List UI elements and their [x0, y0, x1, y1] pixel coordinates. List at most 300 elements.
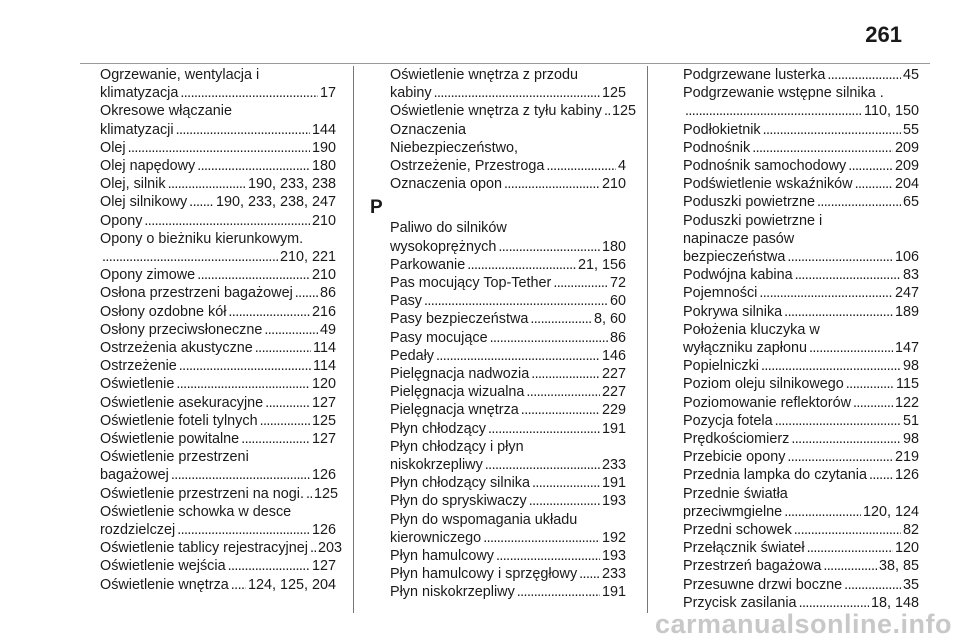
- index-entry-row: [683, 266, 919, 284]
- index-entry-text: Olej, silnik: [100, 176, 166, 193]
- dot-leader: [526, 383, 600, 401]
- index-entry-row: [683, 448, 919, 466]
- index-entry-text: Oświetlenie przestrzeni na nogi.: [100, 485, 304, 502]
- index-entry-row: [100, 412, 336, 430]
- index-entry-pages: 125: [311, 412, 336, 429]
- dot-leader: [791, 430, 901, 448]
- index-entry-text: Poziom oleju silnikowego: [683, 376, 844, 393]
- index-entry-pages: 147: [894, 340, 919, 357]
- index-entry-text: klimatyzacji: [100, 121, 174, 138]
- index-entry: [663, 212, 919, 267]
- dot-leader: [180, 84, 318, 102]
- index-entry-pages: 192: [601, 529, 626, 546]
- index-entry-row: [390, 310, 626, 328]
- index-entry-text: Płyn chłodzący: [390, 420, 486, 437]
- index-entry-row: [390, 274, 626, 292]
- index-entry: [80, 139, 336, 157]
- dot-leader: [197, 157, 310, 175]
- index-entry-pages: 227: [601, 366, 626, 383]
- index-entry-row: [683, 66, 919, 84]
- dot-leader: [231, 576, 246, 594]
- dot-leader: [295, 284, 318, 302]
- index-entry-pages: 120, 124: [862, 503, 919, 520]
- index-entry-pages: 4: [617, 158, 626, 175]
- dot-leader: [176, 121, 310, 139]
- index-entry-pages: 126: [311, 467, 336, 484]
- index-entry: [663, 412, 919, 430]
- index-entry-row: [683, 248, 919, 266]
- index-entry-row: [390, 347, 626, 365]
- dot-leader: [176, 375, 310, 393]
- index-entry-row: [390, 84, 626, 102]
- index-entry-pages: 233: [601, 457, 626, 474]
- index-entry: [663, 466, 919, 484]
- index-entry: [663, 539, 919, 557]
- dot-leader: [434, 84, 600, 102]
- dot-leader: [752, 139, 893, 157]
- dot-leader: [604, 102, 610, 120]
- index-entry-row: [100, 284, 336, 302]
- index-entry-text: Oświetlenie wnętrza z tyłu kabiny: [390, 103, 602, 120]
- index-entry-text: Olej: [100, 139, 126, 156]
- dot-leader: [784, 303, 893, 321]
- index-entry-row: [100, 303, 336, 321]
- index-entry-pages: 190, 233, 238, 247: [215, 194, 336, 211]
- watermark: carmanualsonline.info: [654, 609, 952, 639]
- index-entry-pages: 191: [601, 584, 626, 601]
- dot-leader: [809, 339, 893, 357]
- index-entry: [370, 511, 626, 547]
- index-entry-text: Płyn hamulcowy: [390, 548, 494, 565]
- index-entry: [663, 557, 919, 575]
- index-entry-row: [390, 365, 626, 383]
- index-entry-row: [683, 394, 919, 412]
- index-entry: [370, 420, 626, 438]
- index-entry-text: Pielęgnacja wnętrza: [390, 402, 519, 419]
- dot-leader: [553, 274, 608, 292]
- index-entry-text: Przedni schowek: [683, 522, 792, 539]
- index-entry-pages: 190, 233, 238: [247, 176, 336, 193]
- index-entry-pages: 219: [894, 449, 919, 466]
- index-entry-line: Paliwo do silników: [390, 220, 507, 237]
- index-entry: [80, 503, 336, 539]
- index-entry-text: Oświetlenie wnętrza: [100, 576, 229, 593]
- index-entry-pages: 83: [902, 267, 919, 284]
- index-entry: [663, 66, 919, 84]
- index-entry-row: [100, 466, 336, 484]
- dot-leader: [310, 539, 316, 557]
- index-entry-row: [100, 175, 336, 193]
- index-entry-text: Pokrywa silnika: [683, 303, 783, 320]
- index-entry: [370, 565, 626, 583]
- index-entry-row: [390, 492, 626, 510]
- index-entry-text: Opony zimowe: [100, 267, 196, 284]
- index-entry-pages: 180: [601, 238, 626, 255]
- index-entry-text: Przełącznik świateł: [683, 540, 805, 557]
- index-entry: [80, 339, 336, 357]
- index-entry-line: Opony o bieżniku kierunkowym.: [100, 230, 304, 247]
- index-entry-pages: 209: [894, 158, 919, 175]
- index-entry-row: [683, 430, 919, 448]
- index-entry-text: Pasy mocujące: [390, 329, 488, 346]
- index-entry-text: Przednia lampka do czytania: [683, 467, 867, 484]
- dot-leader: [521, 401, 600, 419]
- index-entry-text: Pedały: [390, 347, 435, 364]
- index-entry-row: [390, 583, 626, 601]
- index-entry-line: napinacze pasów: [683, 230, 795, 247]
- dot-leader: [197, 266, 310, 284]
- dot-leader: [102, 248, 278, 266]
- index-entry: [370, 547, 626, 565]
- index-entry-row: [100, 521, 336, 539]
- index-entry: [80, 448, 336, 484]
- index-entry-pages: 115: [896, 376, 919, 393]
- index-entry-pages: 247: [894, 285, 919, 302]
- index-entry-pages: 190: [311, 139, 336, 156]
- dot-leader: [483, 529, 600, 547]
- index-entry-text: Pielęgnacja nadwozia: [390, 366, 530, 383]
- dot-leader: [846, 375, 894, 393]
- index-entry-row: [390, 238, 626, 256]
- dot-leader: [530, 310, 592, 328]
- index-entry: [80, 230, 336, 266]
- index-entry: [370, 274, 626, 292]
- index-entry-pages: 72: [609, 275, 626, 292]
- index-entry-row: [100, 121, 336, 139]
- index-entry: [370, 310, 626, 328]
- index-entry-text: Olej napędowy: [100, 158, 196, 175]
- index-entry-row: [683, 375, 919, 393]
- index-entry-row: [683, 175, 919, 193]
- index-entry: [370, 365, 626, 383]
- index-entry-row: [390, 383, 626, 401]
- index-entry-row: [683, 284, 919, 302]
- index-entry-text: Podłokietnik: [683, 121, 761, 138]
- index-entry-pages: 114: [313, 358, 336, 375]
- index-entry-row: [683, 139, 919, 157]
- index-entry-text: Prędkościomierz: [683, 431, 790, 448]
- index-entry-pages: 51: [902, 412, 919, 429]
- index-entry-pages: 146: [601, 347, 626, 364]
- dot-leader: [817, 193, 901, 211]
- index-entry-text: Olej silnikowy: [100, 194, 188, 211]
- index-entry: [80, 157, 336, 175]
- index-entry-row: [390, 329, 626, 347]
- index-entry-line: Oznaczenia: [390, 121, 466, 138]
- index-entry-text: klimatyzacja: [100, 85, 179, 102]
- index-entry-row: [390, 529, 626, 547]
- index-entry-text: bagażowej: [100, 467, 169, 484]
- index-entry: [663, 193, 919, 211]
- index-entry-pages: 227: [601, 384, 626, 401]
- dot-leader: [579, 565, 600, 583]
- index-entry: [80, 557, 336, 575]
- dot-leader: [485, 456, 600, 474]
- index-entry: [370, 401, 626, 419]
- dot-leader: [787, 448, 893, 466]
- dot-leader: [264, 321, 318, 339]
- index-entry: [80, 284, 336, 302]
- index-entry-text: Pasy bezpieczeństwa: [390, 311, 529, 328]
- index-entry-text: wysokoprężnych: [390, 238, 497, 255]
- index-entry-row: [100, 357, 336, 375]
- index-entry: [663, 84, 919, 120]
- index-entry-row: [390, 456, 626, 474]
- index-entry-row: [390, 474, 626, 492]
- index-entry: [663, 394, 919, 412]
- index-entry-text: Oświetlenie: [100, 376, 175, 393]
- index-entry-text: Płyn chłodzący silnika: [390, 475, 530, 492]
- index-entry-text: Podnośnik: [683, 139, 751, 156]
- index-entry-line: Położenia kluczyka w: [683, 321, 820, 338]
- dot-leader: [144, 212, 310, 230]
- index-entry: [80, 485, 336, 503]
- index-entry-text: Oświetlenie asekuracyjne: [100, 394, 264, 411]
- index-entry-text: Osłona przestrzeni bagażowej: [100, 285, 293, 302]
- dot-leader: [189, 193, 214, 211]
- index-entry-text: kabiny: [390, 85, 432, 102]
- index-entry-pages: 124, 125, 204: [247, 576, 336, 593]
- dot-leader: [488, 420, 600, 438]
- index-entry-text: Podgrzewane lusterka: [683, 67, 826, 83]
- index-entry-row: [683, 303, 919, 321]
- index-entry-text: Oświetlenie wejścia: [100, 558, 226, 575]
- index-entry: [370, 383, 626, 401]
- index-entry: [370, 292, 626, 310]
- index-entry-row: [100, 375, 336, 393]
- index-entry-pages: 233: [601, 566, 626, 583]
- index-entry-pages: 189: [894, 303, 919, 320]
- index-entry: [663, 284, 919, 302]
- index-entry-row: [390, 175, 626, 193]
- index-entry-row: [683, 412, 919, 430]
- dot-leader: [784, 503, 861, 521]
- index-entry: [80, 321, 336, 339]
- dot-leader: [763, 121, 901, 139]
- index-entry: [370, 583, 626, 601]
- index-entry-pages: 120: [311, 376, 336, 393]
- index-entry: [663, 121, 919, 139]
- dot-leader: [853, 394, 893, 412]
- index-entry-line: Płyn chłodzący i płyn: [390, 438, 524, 455]
- index-entry-row: [100, 84, 336, 102]
- index-entry-text: Ostrzeżenia akustyczne: [100, 340, 253, 357]
- index-entry-line: Poduszki powietrzne i: [683, 212, 823, 229]
- index-entry: [663, 321, 919, 357]
- index-entry-row: [390, 256, 626, 274]
- dot-leader: [179, 357, 311, 375]
- index-entry-text: Oświetlenie foteli tylnych: [100, 412, 258, 429]
- index-entry: [80, 212, 336, 230]
- index-entry: [663, 448, 919, 466]
- index-entry-row: [100, 539, 342, 557]
- column-divider: [353, 66, 354, 613]
- index-entry-pages: 98: [902, 358, 919, 375]
- index-entry-pages: 125: [313, 485, 338, 502]
- index-entry: [80, 66, 336, 102]
- index-entry-row: [683, 339, 919, 357]
- index-entry-pages: 120: [894, 540, 919, 557]
- index-entry-text: Ostrzeżenie: [100, 358, 177, 375]
- index-entry: [663, 485, 919, 521]
- index-entry: [80, 102, 336, 138]
- index-entry-line: Podgrzewanie wstępne silnika .: [683, 85, 884, 102]
- index-entry-pages: 125: [611, 103, 636, 120]
- index-entry-line: Niebezpieczeństwo,: [390, 139, 518, 156]
- index-entry: [370, 66, 626, 102]
- index-entry-row: [683, 539, 919, 557]
- index-entry-text: przeciwmgielne: [683, 503, 783, 520]
- index-entry: [80, 394, 336, 412]
- dot-leader: [531, 365, 600, 383]
- index-entry-row: [100, 430, 336, 448]
- dot-leader: [759, 284, 893, 302]
- index-entry: [370, 492, 626, 510]
- index-column-2: [370, 66, 636, 602]
- index-entry-pages: 127: [311, 431, 336, 448]
- index-entry-pages: 127: [311, 558, 336, 575]
- index-entry-pages: 216: [311, 303, 336, 320]
- index-entry-row: [683, 357, 919, 375]
- dot-leader: [855, 175, 893, 193]
- index-entry: [663, 266, 919, 284]
- index-entry-pages: 193: [601, 493, 626, 510]
- index-entry-pages: 125: [601, 85, 626, 102]
- dot-leader: [265, 394, 310, 412]
- index-entry: [663, 430, 919, 448]
- dot-leader: [177, 521, 310, 539]
- index-entry-pages: 180: [311, 158, 336, 175]
- index-entry-text: Oznaczenia opon: [390, 176, 503, 193]
- index-entry-pages: 82: [902, 522, 919, 539]
- index-entry-text: Płyn hamulcowy i sprzęgłowy: [390, 566, 578, 583]
- index-entry: [80, 266, 336, 284]
- index-entry-row: [100, 212, 336, 230]
- index-entry-pages: 98: [902, 431, 919, 448]
- index-entry-pages: 122: [894, 394, 919, 411]
- index-entry-text: bezpieczeństwa: [683, 249, 786, 266]
- index-entry-row: [100, 339, 336, 357]
- dot-leader: [827, 66, 901, 84]
- index-entry: [370, 175, 626, 193]
- index-entry-pages: 106: [894, 249, 919, 266]
- index-entry-text: Ostrzeżenie, Przestroga: [390, 158, 545, 175]
- index-entry-pages: 114: [313, 340, 336, 357]
- index-column-1: [80, 66, 342, 594]
- index-entry-text: Pielęgnacja wizualna: [390, 384, 525, 401]
- dot-leader: [228, 303, 310, 321]
- index-entry: [370, 438, 626, 474]
- index-entry-pages: 38, 85: [878, 558, 919, 575]
- index-entry-pages: 210: [601, 176, 626, 193]
- index-entry-row: [100, 321, 336, 339]
- index-entry: [80, 576, 336, 594]
- index-entry: [80, 193, 336, 211]
- dot-leader: [795, 266, 901, 284]
- index-entry-text: Oświetlenie tablicy rejestracyjnej: [100, 540, 308, 557]
- index-entry-row: [390, 547, 626, 565]
- index-entry-text: kierowniczego: [390, 529, 482, 546]
- dot-leader: [517, 583, 600, 601]
- dot-leader: [869, 466, 893, 484]
- index-entry-text: Płyn do spryskiwaczy: [390, 493, 527, 510]
- index-entry-pages: 127: [311, 394, 336, 411]
- index-entry-text: Przestrzeń bagażowa: [683, 558, 822, 575]
- dot-leader: [498, 238, 600, 256]
- index-entry: [80, 539, 342, 557]
- index-entry-text: Pozycja fotela: [683, 412, 773, 429]
- index-entry: [663, 139, 919, 157]
- index-entry: [370, 256, 626, 274]
- header-rule: [80, 63, 930, 64]
- index-entry-row: [683, 521, 919, 539]
- index-entry: [370, 102, 636, 120]
- index-entry-text: rozdzielczej: [100, 522, 176, 539]
- index-entry-row: [683, 102, 919, 120]
- index-entry-text: Opony: [100, 212, 143, 229]
- index-entry-pages: 191: [601, 475, 626, 492]
- dot-leader: [848, 157, 893, 175]
- index-entry-pages: 193: [601, 548, 626, 565]
- dot-leader: [794, 521, 901, 539]
- index-entry-row: [100, 193, 336, 211]
- index-entry: [663, 576, 919, 594]
- column-divider: [647, 66, 648, 613]
- index-entry: [663, 175, 919, 193]
- index-entry-pages: 209: [894, 139, 919, 156]
- index-entry: [80, 375, 336, 393]
- index-entry-pages: 210, 221: [279, 249, 336, 266]
- index-entry-row: [683, 121, 919, 139]
- index-entry-pages: 18, 148: [870, 594, 919, 611]
- index-entry-row: [100, 266, 336, 284]
- index-entry-text: niskokrzepliwy: [390, 457, 483, 474]
- index-entry-text: Osłony ozdobne kół: [100, 303, 227, 320]
- index-entry: [80, 357, 336, 375]
- index-entry-line: Oświetlenie schowka w desce: [100, 503, 292, 520]
- index-entry-row: [390, 292, 626, 310]
- index-entry-text: wyłączniku zapłonu: [683, 340, 807, 357]
- index-entry-pages: 86: [319, 285, 336, 302]
- index-entry: [370, 219, 626, 255]
- index-entry: [370, 347, 626, 365]
- index-entry-row: [100, 394, 336, 412]
- dot-leader: [685, 102, 862, 120]
- dot-leader: [532, 474, 600, 492]
- index-entry: [80, 175, 336, 193]
- dot-leader: [761, 357, 901, 375]
- index-entry-pages: 8, 60: [593, 311, 626, 328]
- index-entry-pages: 204: [894, 176, 919, 193]
- index-entry-row: [390, 157, 626, 175]
- index-entry: [663, 521, 919, 539]
- index-entry: [663, 303, 919, 321]
- index-entry-pages: 203: [317, 540, 342, 557]
- index-entry-pages: 144: [311, 121, 336, 138]
- index-entry-pages: 229: [601, 402, 626, 419]
- dot-leader: [490, 329, 608, 347]
- index-entry-pages: 65: [902, 194, 919, 211]
- index-entry-row: [390, 565, 626, 583]
- index-entry-pages: 210: [311, 267, 336, 284]
- dot-leader: [260, 412, 310, 430]
- index-entry-row: [683, 576, 919, 594]
- index-column-3: [663, 66, 919, 612]
- index-entry-row: [100, 248, 336, 266]
- dot-leader: [787, 248, 893, 266]
- index-entry-text: Poziomowanie reflektorów: [683, 394, 851, 411]
- dot-leader: [496, 547, 600, 565]
